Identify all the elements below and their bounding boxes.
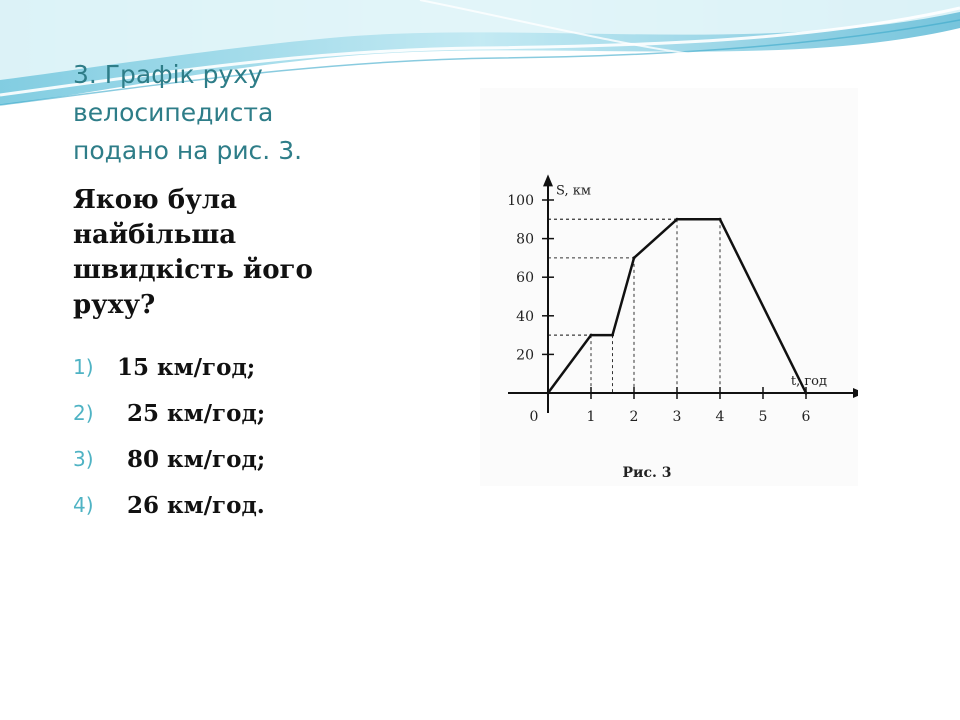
figure-caption: Рис. 3 — [622, 465, 672, 481]
series-point — [676, 218, 679, 221]
x-tick-label: 3 — [672, 409, 682, 425]
intro-line: велосипедиста — [73, 98, 274, 127]
option-number: 2) — [73, 401, 94, 425]
option-text: 26 км/год. — [127, 491, 265, 519]
answer-option[interactable] — [73, 390, 393, 436]
y-tick-label: 80 — [516, 231, 534, 248]
x-tick-label: 0 — [529, 409, 539, 425]
answer-options — [73, 344, 393, 528]
chart-figure — [480, 88, 858, 486]
question-line: найбільша — [73, 220, 237, 250]
answer-option[interactable] — [73, 436, 393, 482]
series-point — [547, 392, 550, 395]
answer-option[interactable] — [73, 482, 393, 528]
y-tick-label: 60 — [516, 270, 534, 287]
distance-time-chart — [480, 88, 858, 486]
question-line: Якою була — [73, 185, 237, 215]
series-point — [611, 334, 614, 337]
option-text: 25 км/год; — [127, 399, 266, 427]
answer-option[interactable] — [73, 344, 393, 390]
question-line: руху? — [73, 290, 156, 320]
x-axis-label: t, год — [790, 374, 827, 389]
y-axis-label: S, км — [556, 183, 591, 199]
option-text: 80 км/год; — [127, 445, 266, 473]
x-axis-arrow — [853, 388, 858, 398]
option-number: 3) — [73, 447, 94, 471]
x-tick-label: 2 — [629, 409, 639, 425]
y-tick-label: 100 — [507, 193, 534, 209]
series-point — [633, 256, 636, 259]
y-axis-arrow — [543, 174, 553, 186]
x-tick-label: 1 — [586, 409, 596, 425]
x-tick-label: 5 — [758, 409, 768, 425]
question-line: швидкість його — [73, 255, 313, 285]
intro-text — [73, 56, 373, 170]
question-text — [73, 183, 363, 323]
series-point — [590, 334, 593, 337]
y-tick-label: 20 — [516, 347, 534, 364]
x-tick-label: 6 — [801, 409, 811, 425]
option-text: 15 км/год; — [117, 353, 256, 381]
x-tick-label: 4 — [715, 409, 725, 425]
option-number: 1) — [73, 355, 94, 379]
intro-line: 3. Графік руху — [73, 60, 263, 89]
series-point — [719, 218, 722, 221]
intro-line: подано на рис. 3. — [73, 136, 303, 165]
y-tick-label: 40 — [516, 308, 534, 325]
option-number: 4) — [73, 493, 94, 517]
series-point — [805, 392, 808, 395]
